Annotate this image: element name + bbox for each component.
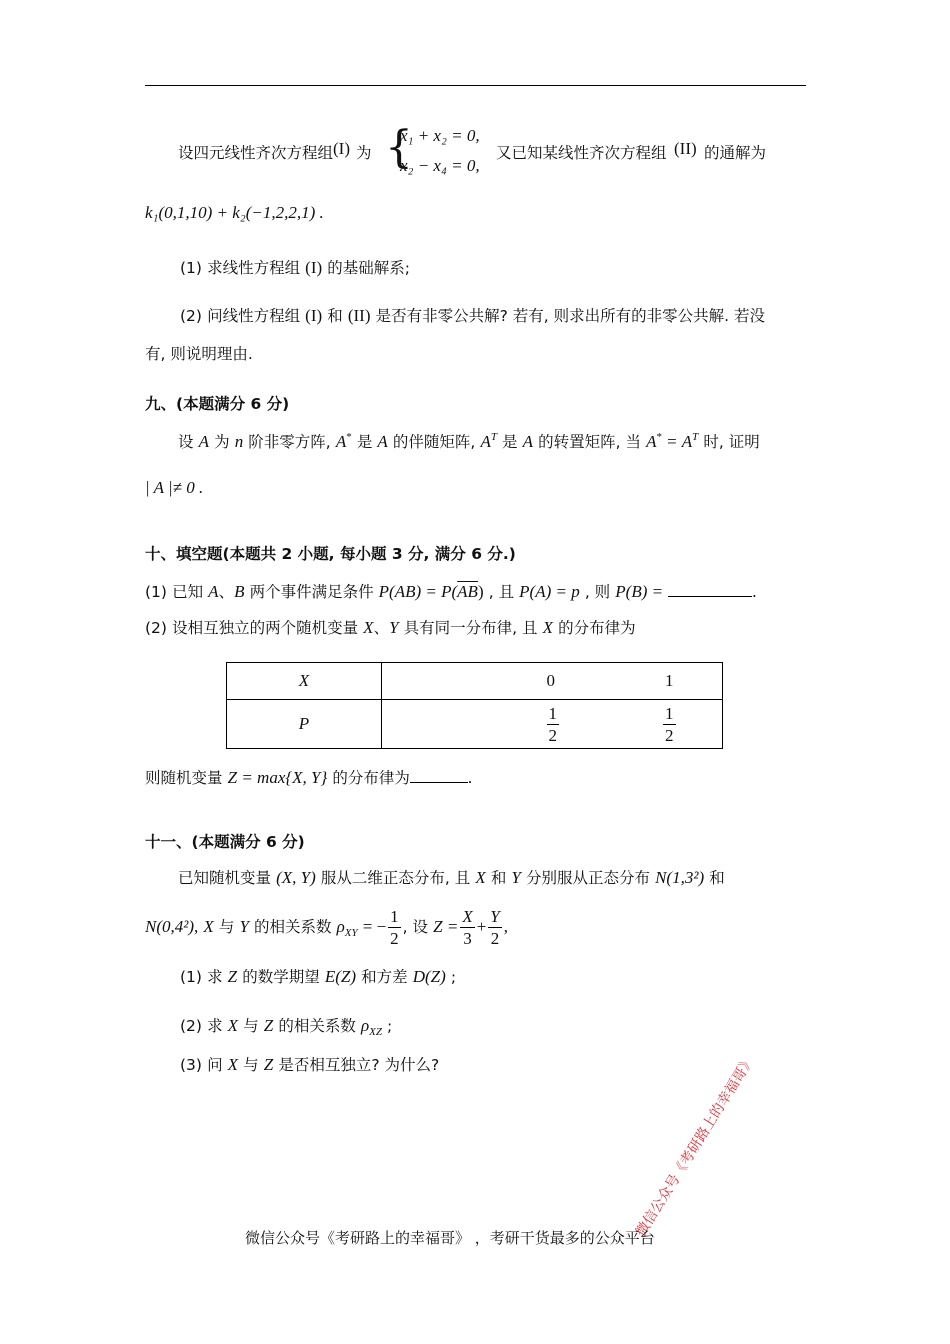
q10-p1-end: . (752, 582, 757, 601)
q11-l2-end: , (503, 917, 509, 936)
q9-eq-lhs: A (646, 432, 657, 451)
q10-p2-question (145, 766, 472, 788)
q11-p2-rho: ρ (360, 1016, 370, 1035)
q10-p1-pa: P(A) = p (519, 582, 580, 601)
q11-p1-b: 的数学期望 (242, 968, 320, 986)
q11-l1-b: 服从二维正态分布, 且 (320, 869, 471, 887)
table-cell-p1 (605, 700, 723, 749)
q9-AT: A (480, 432, 491, 451)
q11-p3-number: (3) (180, 1056, 202, 1074)
frac-den: 2 (390, 929, 399, 948)
q10-part1 (145, 580, 756, 602)
q10-p1-text-b: 两个事件满足条件 (249, 583, 374, 601)
q10-p1-text-d: , 则 (584, 583, 611, 601)
q10-p2-sep: 、 (373, 619, 390, 637)
frac-num: 1 (390, 907, 399, 926)
q11-p2-X: X (227, 1016, 239, 1035)
q11-l1-e: 和 (709, 869, 725, 887)
q11-l1-X: X (475, 868, 486, 887)
q11-l2-Y: Y (239, 917, 249, 936)
frac-den: 2 (548, 725, 557, 745)
q11-p3-Z: Z (263, 1055, 274, 1074)
q8-part1-text-b: 的基础解系; (327, 259, 410, 277)
table-header-1: 1 (605, 663, 723, 700)
q11-l2-d: , 设 (402, 918, 429, 936)
table-row (227, 663, 723, 700)
q11-p1-c: 和方差 (361, 968, 408, 986)
q11-l1-XY: (X, Y) (276, 868, 316, 887)
q10-p1-sep: 、 (218, 583, 235, 601)
table-row (227, 700, 723, 749)
q10-part2 (145, 616, 636, 638)
q8-general-solution: k₁(0,1,10) + k₂(−1,2,2,1) . (145, 203, 324, 222)
q10-p2-Y: Y (389, 618, 399, 637)
frac-num: Y (490, 907, 500, 926)
q11-p2-c: 的相关系数 (278, 1017, 356, 1035)
q8-system-i: (I) (333, 139, 350, 158)
q10-after-a: 则随机变量 (145, 769, 223, 787)
q10-heading: 十、填空题(本题共 2 小题, 每小题 3 分, 满分 6 分.) (145, 545, 516, 563)
q9-T: T (490, 431, 497, 443)
frac-num: 1 (548, 703, 557, 723)
q8-eq2: x₂ − x₄ = 0, (400, 156, 480, 175)
q8-intro-c: 又已知某线性齐次方程组 (496, 144, 667, 162)
q11-l1-c: 和 (490, 869, 507, 887)
q8-part2-continuation: 有, 则说明理由. (145, 345, 253, 363)
q11-l2-X: X (203, 917, 214, 936)
q11-p1-EZ: E(Z) (324, 967, 357, 986)
q10-p1-number: (1) (145, 583, 167, 601)
q9-t5: 的伴随矩阵, (392, 433, 476, 451)
q8-part2-number: (2) (180, 307, 202, 325)
frac-num: X (462, 907, 473, 926)
frac-den: 3 (463, 929, 472, 948)
q11-p1-number: (1) (180, 968, 202, 986)
table-row-label-p: P (227, 700, 382, 749)
q11-l2-rho: ρ (336, 917, 345, 936)
q10-p2-text-a: 设相互独立的两个随机变量 (172, 619, 359, 637)
q9-n: n (234, 432, 244, 451)
q10-after-b: 的分布律为 (332, 769, 410, 787)
q10-p2-text-c: 的分布律为 (558, 619, 636, 637)
frac-num: 1 (665, 703, 674, 723)
q11-l2-b: 与 (218, 918, 235, 936)
q8-part1 (180, 256, 410, 278)
q11-l2-Z: Z = (433, 917, 459, 936)
header-rule (145, 85, 806, 86)
q8-intro-a: 设四元线性齐次方程组 (178, 144, 334, 162)
q10-after-end: . (467, 768, 473, 787)
q11-l1-a: 已知随机变量 (178, 869, 272, 887)
q8-part1-system: (I) (305, 258, 323, 277)
q9-t7: 的转置矩阵, 当 (538, 433, 641, 451)
q11-p1-a: 求 (207, 968, 223, 986)
q11-part1 (180, 965, 456, 987)
q10-p1-cond-left: P(AB) = P( (378, 582, 458, 601)
q8-part2-system-i: (I) (305, 306, 323, 325)
q11-p2-b: 与 (243, 1017, 259, 1035)
q10-p1-pb: P(B) = (615, 582, 664, 601)
q11-line2 (145, 904, 508, 950)
q9-t1: 设 (178, 433, 194, 451)
watermark: 微信公众号《考研路上的幸福哥》 (633, 1053, 758, 1240)
q8-eq1: x₁ + x₂ = 0, (400, 126, 480, 145)
table-cell-p0 (382, 700, 606, 749)
q10-p2-number: (2) (145, 619, 167, 637)
system-brace: { (385, 122, 413, 173)
q10-p1-B: B (234, 582, 245, 601)
q9-conclusion: | A |≠ 0 . (145, 478, 204, 497)
q9-Astar: A (335, 432, 347, 451)
q8-intro-d: 的通解为 (704, 144, 767, 162)
q11-l1-Y: Y (511, 868, 521, 887)
q11-p2-number: (2) (180, 1017, 202, 1035)
q9-t6: 是 (502, 433, 518, 451)
q8-part2-text-c: 是否有非零公共解? 若有, 则求出所有的非零公共解. 若没 (375, 307, 765, 325)
q11-p3-b: 与 (243, 1056, 259, 1074)
q10-p2-answer-blank[interactable] (410, 782, 468, 783)
table-header-0: 0 (382, 663, 606, 700)
q9-star: * (346, 431, 352, 443)
q11-l2-c: 的相关系数 (254, 918, 332, 936)
q10-after-expr: Z = max{X, Y} (227, 768, 328, 787)
q11-l2-rho-sub: XY (344, 927, 358, 939)
q9-eq-T: T (692, 431, 699, 443)
q11-l2-plus: + (476, 917, 487, 936)
q8-part2-text-a: 问线性方程组 (207, 307, 301, 325)
q10-p1-A: A (208, 582, 219, 601)
q9-A3: A (522, 432, 534, 451)
q9-t3: 阶非零方阵, (248, 433, 331, 451)
q8-part2-system-ii: (II) (347, 306, 371, 325)
q11-l2-a: , (194, 917, 199, 936)
q11-line1 (178, 866, 725, 888)
q9-t2: 为 (214, 433, 230, 451)
q8-system-ii: (II) (674, 139, 697, 158)
q9-A2: A (377, 432, 388, 451)
q9-eq-sign: = (667, 432, 677, 451)
q11-l1-d: 分别服从正态分布 (525, 869, 650, 887)
q10-p1-cond-bar: $\overline{AB}$ (457, 582, 478, 601)
q10-p2-X2: X (542, 618, 553, 637)
table-header-x: X (227, 663, 382, 700)
footer: 微信公众号《考研路上的幸福哥》 ，考研干货最多的公众平台 (245, 1229, 655, 1247)
q11-p2-Z: Z (263, 1016, 274, 1035)
q9-statement (178, 430, 760, 452)
q8-part1-text-a: 求线性方程组 (207, 259, 301, 277)
q11-p2-rho-sub: XZ (369, 1026, 382, 1038)
q10-p1-text-a: 已知 (172, 583, 204, 601)
q10-p2-text-b: 具有同一分布律, 且 (403, 619, 538, 637)
q11-p3-X: X (227, 1055, 239, 1074)
q11-p1-Z: Z (227, 967, 238, 986)
q8-intro-b: 为 (356, 144, 372, 162)
q11-l1-N1: N(1,3²) (655, 868, 705, 887)
frac-den: 2 (490, 929, 500, 948)
q11-l2-N2: N(0,4²) (145, 917, 195, 936)
q9-t8: 时, 证明 (703, 433, 760, 451)
q11-heading: 十一、(本题满分 6 分) (145, 833, 305, 851)
q9-A1: A (198, 432, 209, 451)
q11-part3 (180, 1053, 439, 1075)
q10-p1-answer-blank[interactable] (668, 596, 752, 597)
q11-p3-c: 是否相互独立? 为什么? (278, 1056, 440, 1074)
q11-p1-end: ; (450, 968, 457, 986)
q11-p1-DZ: D(Z) (412, 967, 446, 986)
q11-p2-end: ; (387, 1017, 393, 1035)
q8-part2 (180, 304, 765, 326)
q8-part2-text-b: 和 (327, 307, 343, 325)
q9-eq-star: * (656, 431, 662, 443)
q8-part1-number: (1) (180, 259, 202, 277)
q9-eq-rhs: A (681, 432, 693, 451)
q10-p2-X: X (363, 618, 374, 637)
frac-den: 2 (665, 725, 674, 745)
distribution-table (226, 662, 723, 749)
q10-p1-text-c: , 且 (488, 583, 515, 601)
q11-l2-eq: = − (362, 917, 387, 936)
q9-heading: 九、(本题满分 6 分) (145, 395, 290, 413)
q11-p3-a: 问 (207, 1056, 223, 1074)
q9-t4: 是 (356, 433, 373, 451)
q11-part2 (180, 1014, 392, 1038)
q11-p2-a: 求 (207, 1017, 223, 1035)
q10-p1-cond-right: ) (477, 582, 484, 601)
